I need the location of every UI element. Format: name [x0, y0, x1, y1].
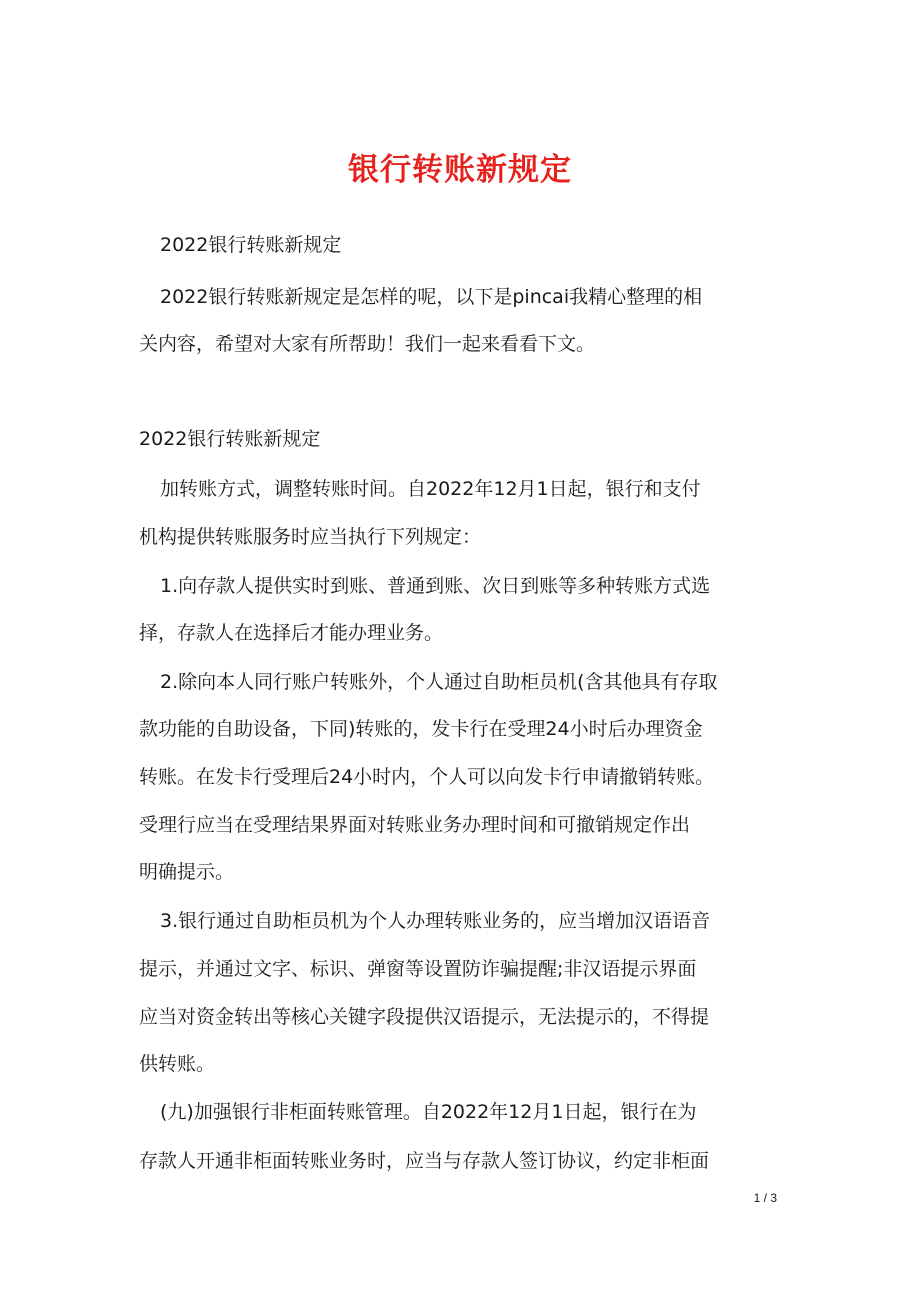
paragraph-line: 款功能的自助设备，下同)转账的，发卡行在受理24小时后办理资金	[139, 718, 703, 740]
paragraph-line: 明确提示。	[139, 861, 235, 883]
paragraph-line: 3.银行通过自助柜员机为个人办理转账业务的，应当增加汉语语音	[160, 910, 711, 932]
document-title: 银行转账新规定	[348, 152, 572, 188]
paragraph-line: (九)加强银行非柜面转账管理。自2022年12月1日起，银行在为	[160, 1101, 697, 1123]
paragraph-line: 1.向存款人提供实时到账、普通到账、次日到账等多种转账方式选	[160, 575, 711, 597]
paragraph-line: 关内容，希望对大家有所帮助！我们一起来看看下文。	[139, 333, 596, 355]
paragraph-line: 加转账方式，调整转账时间。自2022年12月1日起，银行和支付	[160, 478, 701, 500]
paragraph-line: 存款人开通非柜面转账业务时，应当与存款人签订协议，约定非柜面	[139, 1150, 710, 1172]
paragraph-line: 应当对资金转出等核心关键字段提供汉语提示，无法提示的，不得提	[139, 1006, 710, 1028]
paragraph-line: 择，存款人在选择后才能办理业务。	[139, 622, 444, 644]
section-heading: 2022银行转账新规定	[139, 428, 321, 450]
paragraph-line: 2.除向本人同行账户转账外，个人通过自助柜员机(含其他具有存取	[160, 671, 718, 693]
paragraph-line: 转账。在发卡行受理后24小时内，个人可以向发卡行申请撤销转账。	[139, 766, 715, 788]
page-indicator: 1 / 3	[753, 1191, 777, 1205]
paragraph-line: 2022银行转账新规定是怎样的呢，以下是pincai我精心整理的相	[160, 286, 703, 308]
paragraph-line: 提示，并通过文字、标识、弹窗等设置防诈骗提醒;非汉语提示界面	[139, 958, 697, 980]
paragraph-line: 供转账。	[139, 1053, 216, 1075]
paragraph-line: 受理行应当在受理结果界面对转账业务办理时间和可撤销规定作出	[139, 814, 691, 836]
subtitle-line: 2022银行转账新规定	[160, 234, 342, 256]
paragraph-line: 机构提供转账服务时应当执行下列规定：	[139, 526, 482, 548]
